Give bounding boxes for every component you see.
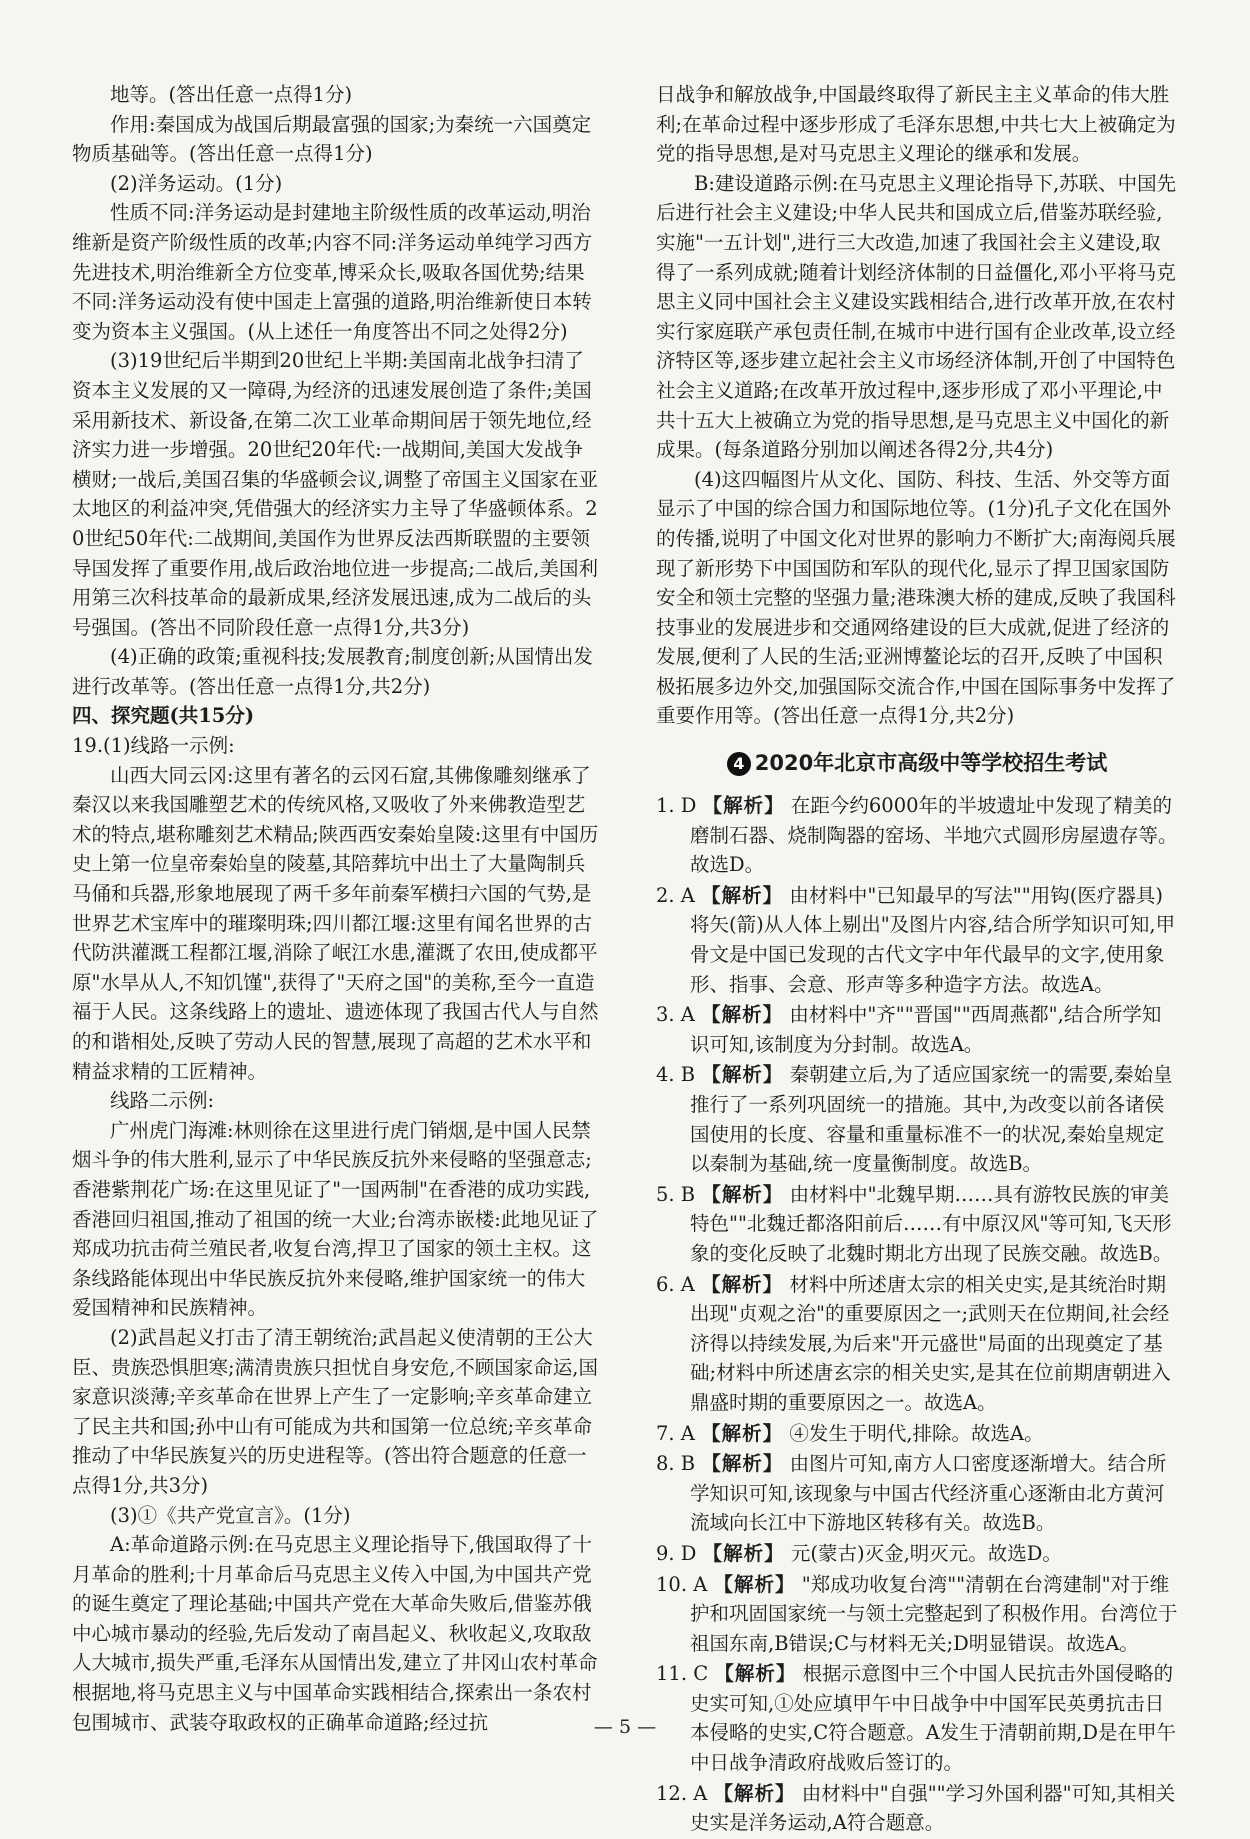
analysis-text: 由图片可知,南方人口密度逐渐增大。结合所学知识可知,该现象与中国古代经济重心逐渐由北方黄河流域向长江中下游地区转移有关。故选B。 bbox=[690, 1452, 1167, 1535]
analysis-tag: 【解析】 bbox=[701, 883, 784, 907]
answer-item bbox=[656, 1449, 1178, 1538]
analysis-text: 材料中所述唐太宗的相关史实,是其统治时期出现"贞观之治"的重要原因之一;武则天在位期间,社会经济得以持续发展,为后来"开元盛世"局面的出现奠定了基础;材料中所述唐玄宗的相关史实,是其在位前期唐朝进入鼎盛时期的重要原因之一。故选A。 bbox=[690, 1272, 1171, 1414]
answer-number: 9. D bbox=[656, 1541, 697, 1565]
analysis-text: ④发生于明代,排除。故选A。 bbox=[789, 1421, 1044, 1445]
answer-number: 5. B bbox=[656, 1182, 696, 1206]
analysis-tag: 【解析】 bbox=[713, 1572, 796, 1596]
left-column bbox=[72, 80, 602, 1737]
answer-item bbox=[656, 1000, 1178, 1059]
analysis-text: 秦朝建立后,为了适应国家统一的需要,秦始皇推行了一系列巩固统一的措施。其中,为改变以前各诸侯国使用的长度、容量和重量标准不一的状况,秦始皇规定以秦制为基础,统一度量衡制度。故选B。 bbox=[690, 1063, 1173, 1176]
section-heading: 四、探究题(共15分) bbox=[72, 704, 255, 728]
answer-number: 11. C bbox=[656, 1662, 709, 1686]
page-number: — 5 — bbox=[593, 1716, 657, 1738]
answer-paragraph: (3)19世纪后半期到20世纪上半期:美国南北战争扫清了资本主义发展的又一障碍,为经济的迅速发展创造了条件;美国采用新技术、新设备,在第二次工业革命期间居于领先地位,经济实力进一步增强。20世纪20年代:一战期间,美国大发战争横财;一战后,美国召集的华盛顿会议,调整了帝国主义国家在亚太地区的利益冲突,凭借强大的经济实力主导了华盛顿体系。20世纪50年代:二战期间,美国作为世界反法西斯联盟的主要领导国发挥了重要作用,战后政治地位进一步提高;二战后,美国利用第三次科技革命的最新成果,经济发展迅速,成为二战后的头号强国。(答出不同阶段任意一点得1分,共3分) bbox=[72, 349, 598, 639]
answer-paragraph: 线路二示例: bbox=[110, 1089, 215, 1113]
answer-number: 8. B bbox=[656, 1452, 696, 1476]
analysis-text: "郑成功收复台湾""清朝在台湾建制"对于维护和巩固国家统一与领土完整起到了积极作用。台湾位于祖国东南,B错误;C与材料无关;D明显错误。故选A。 bbox=[690, 1572, 1178, 1655]
analysis-text: 根据示意图中三个中国人民抗击外国侵略的史实可知,①处应填甲午中日战争中中国军民英勇抗击日本侵略的史实,C符合题意。A发生于清朝前期,D是在甲午中日战争清政府战败后签订的。 bbox=[690, 1662, 1177, 1775]
answer-number: 10. A bbox=[656, 1572, 708, 1596]
answer-paragraph: 山西大同云冈:这里有著名的云冈石窟,其佛像雕刻继承了秦汉以来我国雕塑艺术的传统风格,又吸收了外来佛教造型艺术的特点,堪称雕刻艺术精品;陕西西安秦始皇陵:这里有中国历史上第一位皇帝秦始皇的陵墓,其陪葬坑中出土了大量陶制兵马俑和兵器,形象地展现了两千多年前秦军横扫六国的气势,是世界艺术宝库中的璀璨明珠;四川都江堰:这里有闻名世界的古代防洪灌溉工程都江堰,消除了岷江水患,灌溉了农田,使成都平原"水旱从人,不知饥馑",获得了"天府之国"的美称,至今一直造福于人民。这条线路上的遗址、遗迹体现了我国古代人与自然的和谐相处,反映了劳动人民的智慧,展现了高超的艺术水平和精益求精的工匠精神。 bbox=[72, 763, 599, 1083]
answer-paragraph: (3)①《共产党宣言》。(1分) bbox=[110, 1503, 351, 1527]
analysis-text: 由材料中"自强""学习外国利器"可知,其相关史实是洋务运动,A符合题意。 bbox=[690, 1781, 1176, 1835]
exam-title bbox=[656, 749, 1178, 777]
answer-item bbox=[656, 1060, 1178, 1178]
answer-number: 4. B bbox=[656, 1063, 696, 1087]
answer-paragraph: (2)武昌起义打击了清王朝统治;武昌起义使清朝的王公大臣、贵族恐惧胆寒;满清贵族只担忧自身安危,不顾国家命运,国家意识淡薄;辛亥革命在世界上产生了一定影响;辛亥革命建立了民主共和国;孙中山有可能成为共和国第一位总统;辛亥革命推动了中华民族复兴的历史进程等。(答出符合题意的任意一点得1分,共3分) bbox=[72, 1325, 598, 1497]
analysis-tag: 【解析】 bbox=[701, 1452, 784, 1476]
answer-item bbox=[656, 1539, 1178, 1569]
answer-number: 1. D bbox=[656, 794, 697, 818]
answer-item bbox=[656, 1779, 1178, 1838]
analysis-text: 由材料中"已知最早的写法""用钩(医疗器具)将矢(箭)从人体上剔出"及图片内容,结合所学知识可知,甲骨文是中国已发现的古代文字中年代最早的文字,使用象形、指事、会意、形声等多种造字方法。故选A。 bbox=[690, 883, 1176, 996]
answer-paragraph: (4)这四幅图片从文化、国防、科技、生活、外交等方面显示了中国的综合国力和国际地位等。(1分)孔子文化在国外的传播,说明了中国文化对世界的影响力不断扩大;南海阅兵展现了新形势下中国国防和军队的现代化,显示了捍卫国家国防安全和领土完整的坚强力量;港珠澳大桥的建成,反映了我国科技事业的发展进步和交通网络建设的巨大成就,促进了经济的发展,便利了人民的生活;亚洲博鳌论坛的召开,反映了中国积极拓展多边外交,加强国际交流合作,中国在国际事务中发挥了重要作用等。(答出任意一点得1分,共2分) bbox=[656, 467, 1176, 728]
analysis-tag: 【解析】 bbox=[702, 794, 785, 818]
answer-item bbox=[656, 1180, 1178, 1269]
answer-paragraph: (2)洋务运动。(1分) bbox=[110, 171, 283, 195]
answer-paragraph: 广州虎门海滩:林则徐在这里进行虎门销烟,是中国人民禁烟斗争的伟大胜利,显示了中华民族反抗外来侵略的坚强意志;香港紫荆花广场:在这里见证了"一国两制"在香港的成功实践,香港回归祖国,推动了祖国的统一大业;台湾赤嵌楼:此地见证了郑成功抗击荷兰殖民者,收复台湾,捍卫了国家的领土主权。这条线路能体现出中华民族反抗外来侵略,维护国家统一的伟大爱国精神和民族精神。 bbox=[72, 1118, 599, 1320]
analysis-tag: 【解析】 bbox=[701, 1003, 784, 1027]
answer-number: 6. A bbox=[656, 1272, 695, 1296]
exam-title-text: 2020年北京市高级中等学校招生考试 bbox=[754, 751, 1108, 776]
analysis-text: 在距今约6000年的半坡遗址中发现了精美的磨制石器、烧制陶器的窑场、半地穴式圆形房屋遗存等。故选D。 bbox=[690, 794, 1178, 877]
answer-number: 12. A bbox=[656, 1781, 708, 1805]
analysis-text: 元(蒙古)灭金,明灭元。故选D。 bbox=[790, 1541, 1062, 1565]
answer-number: 2. A bbox=[656, 883, 695, 907]
answer-paragraph: B:建设道路示例:在马克思主义理论指导下,苏联、中国先后进行社会主义建设;中华人民共和国成立后,借鉴苏联经验,实施"一五计划",进行三大改造,加速了我国社会主义建设,取得了一系列成就;随着计划经济体制的日益僵化,邓小平将马克思主义同中国社会主义建设实践相结合,进行改革开放,在农村实行家庭联产承包责任制,在城市中进行国有企业改革,设立经济特区等,逐步建立起社会主义市场经济体制,开创了中国特色社会主义道路;在改革开放过程中,逐步形成了邓小平理论,中共十五大上被确立为党的指导思想,是马克思主义中国化的新成果。(每条道路分别加以阐述各得2分,共4分) bbox=[656, 171, 1177, 462]
answer-paragraph: 日战争和解放战争,中国最终取得了新民主主义革命的伟大胜利;在革命过程中逐步形成了毛泽东思想,中共七大上被确定为党的指导思想,是对马克思主义理论的继承和发展。 bbox=[656, 83, 1176, 166]
answer-paragraph: (4)正确的政策;重视科技;发展教育;制度创新;从国情出发进行改革等。(答出任意一点得1分,共2分) bbox=[72, 645, 593, 698]
answer-number: 7. A bbox=[656, 1421, 695, 1445]
answer-list bbox=[656, 791, 1178, 1838]
analysis-tag: 【解析】 bbox=[701, 1182, 784, 1206]
section-number-badge: 4 bbox=[727, 752, 751, 776]
answer-paragraph: 性质不同:洋务运动是封建地主阶级性质的改革运动,明治维新是资产阶级性质的改革;内容不同:洋务运动单纯学习西方先进技术,明治维新全方位变革,博采众长,吸取各国优势;结果不同:洋务运动没有使中国走上富强的道路,明治维新使日本转变为资本主义强国。(从上述任一角度答出不同之处得2分) bbox=[72, 201, 593, 343]
answer-item bbox=[656, 1419, 1178, 1449]
analysis-tag: 【解析】 bbox=[714, 1662, 797, 1686]
answer-number: 3. A bbox=[656, 1003, 695, 1027]
right-column bbox=[656, 80, 1178, 1839]
right-column-text bbox=[656, 80, 1178, 731]
analysis-tag: 【解析】 bbox=[701, 1421, 784, 1445]
analysis-tag: 【解析】 bbox=[701, 1272, 784, 1296]
answer-item bbox=[656, 1570, 1178, 1659]
answer-paragraph: 作用:秦国成为战国后期最富强的国家;为秦统一六国奠定物质基础等。(答出任意一点得1分) bbox=[72, 112, 592, 166]
analysis-tag: 【解析】 bbox=[702, 1541, 785, 1565]
answer-paragraph: 19.(1)线路一示例: bbox=[72, 734, 235, 758]
answer-paragraph: A:革命道路示例:在马克思主义理论指导下,俄国取得了十月革命的胜利;十月革命后马克思主义传入中国,为中国共产党的诞生奠定了理论基础;中国共产党在大革命失败后,借鉴苏俄中心城市暴动的经验,先后发动了南昌起义、秋收起义,攻取敌人大城市,损失严重,毛泽东从国情出发,建立了井冈山农村革命根据地,将马克思主义与中国革命实践相结合,探索出一条农村包围城市、武装夺取政权的正确革命道路;经过抗 bbox=[72, 1533, 598, 1734]
analysis-text: 由材料中"齐""晋国""西周燕都",结合所学知识可知,该制度为分封制。故选A。 bbox=[690, 1003, 1162, 1056]
analysis-tag: 【解析】 bbox=[713, 1781, 796, 1805]
answer-item bbox=[656, 881, 1178, 999]
analysis-text: 由材料中"北魏早期……具有游牧民族的审美特色""北魏迁都洛阳前后……有中原汉风"等可知,飞天形象的变化反映了北魏时期北方出现了民族交融。故选B。 bbox=[690, 1182, 1173, 1265]
answer-item bbox=[656, 791, 1178, 880]
answer-paragraph: 地等。(答出任意一点得1分) bbox=[110, 83, 353, 106]
answer-item bbox=[656, 1270, 1178, 1418]
analysis-tag: 【解析】 bbox=[701, 1063, 784, 1087]
